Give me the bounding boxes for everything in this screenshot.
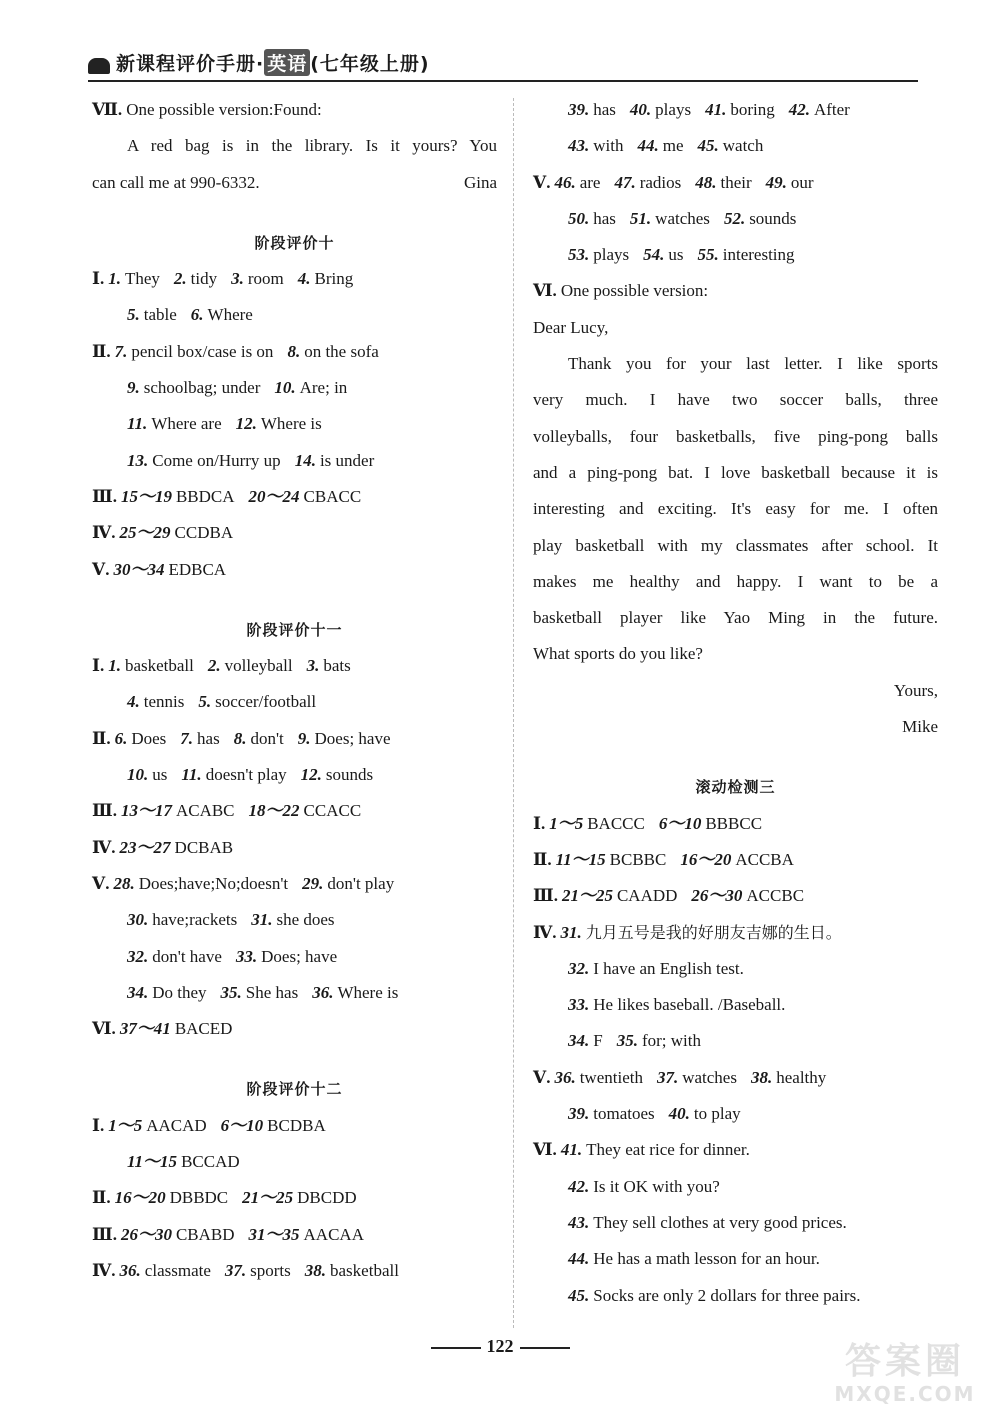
column-divider	[513, 98, 514, 1328]
letter-line: basketball player like Yao Ming in the future.	[533, 608, 938, 628]
section-title: 阶段评价十一	[246, 620, 343, 639]
answer-line: 11. Where are 12. Where is	[127, 414, 322, 434]
answer-line: 43. They sell clothes at very good prices.	[568, 1212, 847, 1232]
left-column	[92, 92, 497, 1289]
answer-line: can call me at 990-6332. Gina	[92, 172, 497, 192]
answer-line: Ⅵ. One possible version:	[533, 281, 709, 301]
page-header	[88, 52, 918, 82]
flourish-left-icon	[431, 1347, 481, 1349]
letter-closing: Yours,	[893, 680, 938, 700]
subject-badge: 英语	[264, 49, 310, 76]
watermark-sub: MXQE.COM	[834, 1382, 976, 1406]
answer-line: 4. tennis 5. soccer/football	[127, 692, 317, 712]
answer-line: Ⅲ. 15～19 BBDCA 20～24 CBACC	[92, 486, 362, 506]
answer-line: 33. He likes baseball. /Baseball.	[568, 995, 786, 1015]
answer-line: Ⅵ. 37～41 BACED	[92, 1019, 233, 1039]
letter-line: What sports do you like?	[533, 644, 703, 664]
answer-line: Ⅱ. 16～20 DBBDC 21～25 DBCDD	[92, 1188, 357, 1208]
answer-line: Ⅳ. 31. 九月五号是我的好朋友吉娜的生日。	[533, 922, 842, 942]
letter-line: makes me healthy and happy. I want to be a	[533, 571, 938, 591]
page-number: 122	[486, 1336, 514, 1356]
answer-line: 32. I have an English test.	[568, 958, 744, 978]
answer-line: 34. Do they 35. She has 36. Where is	[127, 982, 399, 1002]
answer-line: Ⅰ. 1～5 BACCC 6～10 BBBCC	[533, 813, 763, 833]
answer-line: 44. He has a math lesson for an hour.	[568, 1249, 820, 1269]
book-logo-icon	[88, 58, 110, 74]
watermark-logo	[820, 1342, 990, 1412]
answer-line: 53. plays 54. us 55. interesting	[568, 245, 795, 265]
letter-line: very much. I have two soccer balls, three	[533, 390, 938, 410]
answer-line: 34. F 35. for; with	[568, 1031, 701, 1051]
answer-line: A red bag is in the library. Is it yours? You	[127, 136, 497, 156]
answer-line: 30. have;rackets 31. she does	[127, 910, 335, 930]
answer-line: Ⅲ. 21～25 CAADD 26～30 ACCBC	[533, 886, 805, 906]
answer-line: Ⅶ. One possible version:Found:	[92, 100, 322, 119]
answer-line: 45. Socks are only 2 dollars for three pairs.	[568, 1285, 861, 1305]
answer-line: 9. schoolbag; under 10. Are; in	[127, 378, 348, 398]
answer-line: Ⅰ. 1. They 2. tidy 3. room 4. Bring	[92, 269, 354, 289]
letter-greeting: Dear Lucy,	[533, 317, 609, 337]
answer-line: 32. don't have 33. Does; have	[127, 946, 338, 966]
right-column	[533, 92, 938, 1314]
section-title: 阶段评价十	[254, 233, 335, 252]
watermark-main: 答案圈	[844, 1341, 965, 1382]
letter-line: Thank you for your last letter. I like sports	[568, 354, 938, 374]
answer-line: Ⅴ. 28. Does;have;No;doesn't 29. don't play	[92, 873, 395, 893]
answer-line: 43. with 44. me 45. watch	[568, 136, 764, 156]
answer-line: Ⅲ. 13～17 ACABC 18～22 CCACC	[92, 801, 362, 821]
answer-line: 50. has 51. watches 52. sounds	[568, 208, 797, 228]
answer-line: Ⅱ. 11～15 BCBBC 16～20 ACCBA	[533, 849, 794, 869]
answer-line: Ⅰ. 1. basketball 2. volleyball 3. bats	[92, 656, 351, 676]
answer-line: Ⅳ. 25～29 CCDBA	[92, 523, 234, 543]
header-title: 新课程评价手册· 英语 (七年级上册)	[116, 49, 430, 76]
letter-line: and a ping-pong bat. I love basketball because it is	[533, 462, 938, 482]
section-title: 滚动检测三	[695, 778, 776, 797]
letter-line: volleyballs, four basketballs, five ping-pong balls	[533, 426, 938, 446]
answer-line: Ⅱ. 6. Does 7. has 8. don't 9. Does; have	[92, 728, 391, 748]
answer-line: Ⅰ. 1～5 AACAD 6～10 BCDBA	[92, 1115, 326, 1135]
answer-line: 11～15 BCCAD	[127, 1152, 240, 1172]
answer-line: Ⅴ. 46. are 47. radios 48. their 49. our	[533, 172, 814, 192]
answer-line: Ⅱ. 7. pencil box/case is on 8. on the sofa	[92, 341, 379, 361]
letter-signature: Mike	[902, 717, 938, 737]
answer-line: Ⅴ. 36. twentieth 37. watches 38. healthy	[533, 1067, 827, 1087]
answer-line: 10. us 11. doesn't play 12. sounds	[127, 765, 374, 785]
letter-line: interesting and exciting. It's easy for me. I often	[533, 499, 938, 519]
answer-line: 39. tomatoes 40. to play	[568, 1104, 741, 1124]
answer-line: 13. Come on/Hurry up 14. is under	[127, 450, 375, 470]
answer-line: Ⅵ. 41. They eat rice for dinner.	[533, 1140, 750, 1160]
answer-line: Ⅲ. 26～30 CBABD 31～35 AACAA	[92, 1224, 364, 1244]
answer-line: 5. table 6. Where	[127, 305, 253, 325]
section-title: 阶段评价十二	[246, 1080, 343, 1099]
answer-line: 42. Is it OK with you?	[568, 1176, 720, 1196]
letter-line: play basketball with my classmates after school. It	[533, 535, 938, 555]
answer-line: 39. has 40. plays 41. boring 42. After	[568, 100, 850, 119]
answer-line: Ⅳ. 23～27 DCBAB	[92, 837, 234, 857]
answer-line: Ⅳ. 36. classmate 37. sports 38. basketball	[92, 1260, 399, 1280]
flourish-right-icon	[520, 1347, 570, 1349]
answer-line: Ⅴ. 30～34 EDBCA	[92, 559, 227, 579]
